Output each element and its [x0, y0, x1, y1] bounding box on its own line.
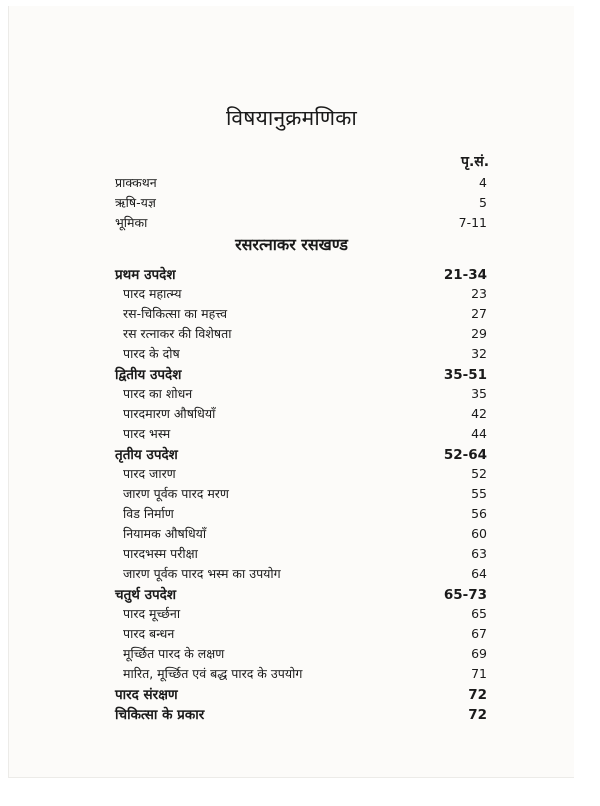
toc-sub-entry — [115, 285, 487, 305]
toc-entry-label: रस-चिकित्सा का महत्त्व — [123, 306, 228, 321]
toc-front-entry — [115, 174, 487, 194]
toc-entry-page: 67 — [471, 626, 487, 641]
toc-sub-entry — [115, 605, 487, 625]
toc-entry-page: 56 — [471, 506, 487, 521]
toc-chapter-entry — [115, 585, 487, 605]
section-title: रसरत्नाकर रसखण्ड — [235, 235, 348, 254]
toc-entry-label: पारद के दोष — [123, 346, 180, 361]
toc-entry-page: 4 — [479, 175, 487, 190]
toc-entry-page: 7-11 — [458, 215, 487, 230]
page-number-column-header: पृ.सं. — [461, 154, 490, 170]
toc-chapter-entry — [115, 265, 487, 285]
toc-sub-entry — [115, 505, 487, 525]
toc-chapter-entry — [115, 705, 487, 725]
toc-entry-label: पारद मूर्च्छना — [123, 606, 181, 621]
toc-entry-label: विड निर्माण — [123, 506, 174, 521]
toc-entry-label: प्रथम उपदेश — [115, 267, 176, 283]
toc-sub-entry — [115, 625, 487, 645]
toc-chapter-entry — [115, 445, 487, 465]
toc-entry-page: 27 — [471, 306, 487, 321]
toc-sub-entry — [115, 305, 487, 325]
toc-entry-page: 55 — [471, 486, 487, 501]
toc-entry-label: चिकित्सा के प्रकार — [115, 707, 205, 723]
toc-front-entry — [115, 194, 487, 214]
toc-sub-entry — [115, 405, 487, 425]
toc-entry-label: पारद संरक्षण — [115, 687, 178, 703]
toc-entry-page: 35 — [471, 386, 487, 401]
toc-sub-entry — [115, 665, 487, 685]
toc-entry-page: 65-73 — [443, 587, 487, 603]
toc-entry-label: ऋषि-यज्ञ — [115, 195, 156, 210]
toc-entry-label: द्वितीय उपदेश — [115, 367, 182, 383]
toc-entry-page: 35-51 — [443, 367, 487, 383]
toc-entry-page: 60 — [471, 526, 487, 541]
toc-sub-entry — [115, 465, 487, 485]
toc-entry-label: पारद महात्म्य — [123, 286, 182, 301]
toc-entry-label: पारद भस्म — [123, 426, 171, 441]
toc-sub-entry — [115, 545, 487, 565]
toc-entry-label: भूमिका — [115, 215, 148, 230]
toc-chapter-entry — [115, 685, 487, 705]
toc-entry-page: 69 — [471, 646, 487, 661]
toc-entry-label: प्राक्कथन — [115, 175, 157, 190]
toc-sub-entry — [115, 345, 487, 365]
toc-entry-label: नियामक औषधियाँ — [123, 526, 207, 541]
toc-entry-label: रस रत्नाकर की विशेषता — [123, 326, 232, 341]
toc-entry-page: 23 — [471, 286, 487, 301]
toc-entry-page: 5 — [479, 195, 487, 210]
toc-sub-entry — [115, 425, 487, 445]
toc-entry-label: तृतीय उपदेश — [115, 447, 178, 463]
toc-title: विषयानुक्रमणिका — [225, 106, 357, 130]
toc-entry-page: 21-34 — [443, 267, 487, 283]
toc-entry-page: 72 — [468, 687, 487, 703]
toc-entry-label: पारद का शोधन — [123, 386, 193, 401]
toc-sub-entry — [115, 385, 487, 405]
toc-sub-entry — [115, 525, 487, 545]
toc-entry-page: 65 — [471, 606, 487, 621]
toc-entry-page: 72 — [468, 707, 487, 723]
toc-entry-label: पारदमारण औषधियाँ — [123, 406, 216, 421]
toc-sub-entry — [115, 565, 487, 585]
toc-entry-page: 52-64 — [443, 447, 487, 463]
toc-entry-label: पारदभस्म परीक्षा — [123, 546, 198, 561]
toc-sub-entry — [115, 325, 487, 345]
toc-chapter-entry — [115, 365, 487, 385]
toc-entry-label: जारण पूर्वक पारद भस्म का उपयोग — [123, 566, 281, 581]
toc-entry-page: 29 — [471, 326, 487, 341]
toc-entry-label: पारद बन्धन — [123, 626, 175, 641]
toc-entry-page: 71 — [471, 666, 487, 681]
toc-front-entry — [115, 214, 487, 234]
toc-entry-page: 44 — [471, 426, 487, 441]
toc-entry-label: पारद जारण — [123, 466, 176, 481]
book-page — [8, 6, 574, 778]
toc-sub-entry — [115, 645, 487, 665]
toc-entry-page: 42 — [471, 406, 487, 421]
toc-entry-label: जारण पूर्वक पारद मरण — [123, 486, 229, 501]
toc-sub-entry — [115, 485, 487, 505]
toc-entry-label: मारित, मूर्च्छित एवं बद्ध पारद के उपयोग — [123, 666, 303, 681]
toc-entry-page: 64 — [471, 566, 487, 581]
toc-entry-page: 52 — [471, 466, 487, 481]
toc-entry-page: 32 — [471, 346, 487, 361]
toc-entry-page: 63 — [471, 546, 487, 561]
toc-entry-label: चतुर्थ उपदेश — [115, 587, 177, 603]
toc-entry-label: मूर्च्छित पारद के लक्षण — [123, 646, 225, 661]
